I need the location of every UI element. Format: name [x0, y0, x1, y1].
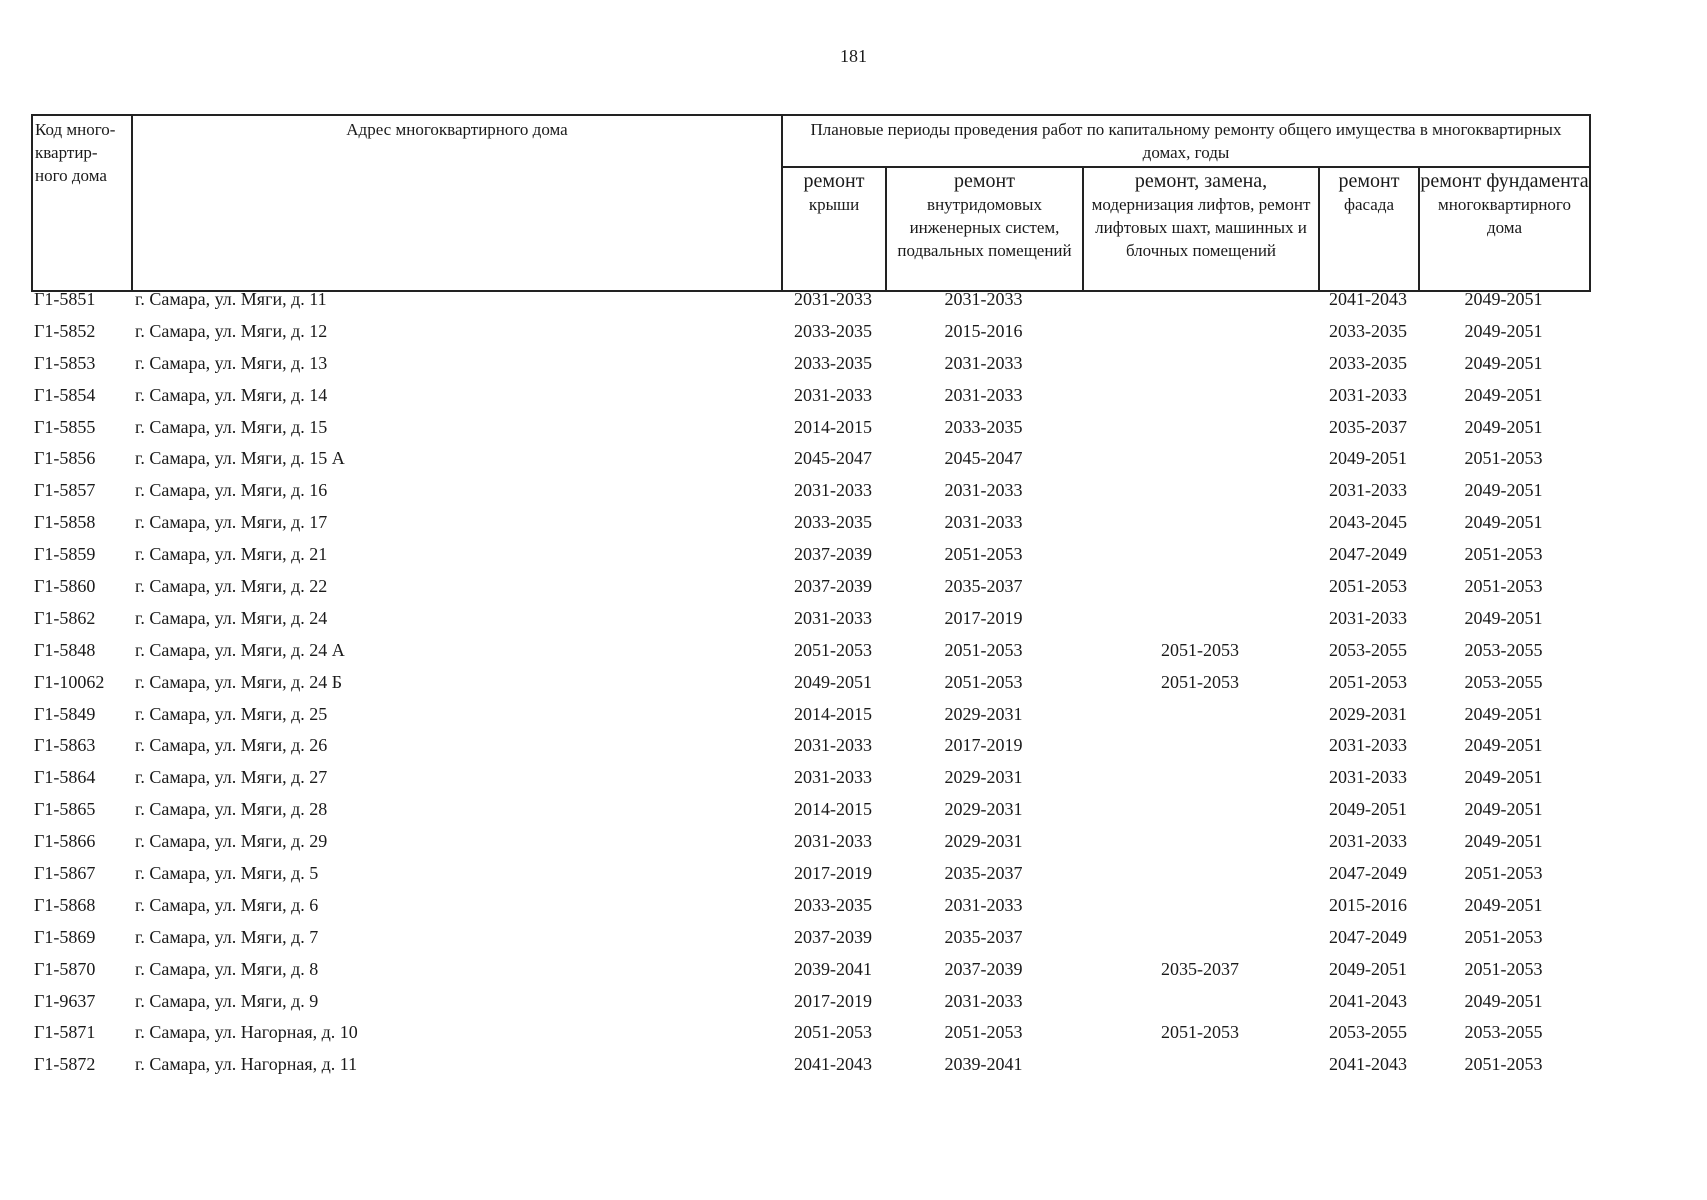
cell-address: г. Самара, ул. Мяги, д. 27: [135, 767, 328, 788]
cell-foundation: 2049-2051: [1464, 703, 1543, 724]
cell-roof: 2037-2039: [794, 544, 872, 565]
cell-lifts: 2051-2053: [1161, 1022, 1239, 1043]
cell-roof: 2033-2035: [794, 512, 872, 533]
cell-facade: 2051-2053: [1329, 671, 1407, 692]
cell-roof: 2031-2033: [794, 384, 872, 405]
cell-roof: 2014-2015: [794, 703, 872, 724]
cell-foundation: 2051-2053: [1464, 863, 1543, 884]
cell-facade: 2031-2033: [1329, 767, 1407, 788]
header-facade-desc: фасада: [1343, 195, 1395, 214]
cell-code: Г1-9637: [34, 990, 96, 1011]
cell-lifts: [1082, 416, 1318, 448]
cell-address: г. Самара, ул. Мяги, д. 9: [135, 990, 319, 1011]
page-number: 181: [840, 46, 867, 66]
cell-foundation: 2051-2053: [1464, 958, 1543, 979]
cell-systems: 2031-2033: [944, 990, 1023, 1011]
cell-lifts: [1082, 543, 1318, 575]
table-row: [31, 384, 1589, 416]
cell-code: Г1-5865: [34, 799, 96, 820]
cell-address: г. Самара, ул. Мяги, д. 5: [135, 863, 319, 884]
cell-lifts: [1082, 447, 1318, 479]
table-row: [31, 958, 1589, 990]
cell-systems: 2035-2037: [944, 926, 1023, 947]
cell-lifts: [1082, 990, 1318, 1022]
cell-roof: 2031-2033: [794, 289, 872, 309]
header-systems-title: ремонт: [954, 170, 1015, 192]
table-row: [31, 639, 1589, 671]
header-lifts-title: ремонт, замена,: [1134, 170, 1268, 192]
cell-roof: 2041-2043: [794, 1054, 872, 1075]
cell-roof: 2033-2035: [794, 320, 872, 341]
cell-address: г. Самара, ул. Мяги, д. 12: [135, 320, 328, 341]
cell-foundation: 2049-2051: [1464, 767, 1543, 788]
cell-systems: 2029-2031: [944, 703, 1023, 724]
cell-foundation: 2049-2051: [1464, 831, 1543, 852]
cell-address: г. Самара, ул. Мяги, д. 13: [135, 352, 328, 373]
cell-lifts: 2035-2037: [1161, 958, 1239, 979]
header-lifts: [1083, 167, 1319, 291]
header-periods: Плановые периоды проведения работ по капитальному ремонту общего имущества в многоквартирных домах, годы: [782, 115, 1590, 167]
cell-code: Г1-5849: [34, 703, 96, 724]
cell-lifts: 2051-2053: [1161, 671, 1239, 692]
table-row: [31, 288, 1589, 320]
cell-facade: 2051-2053: [1329, 576, 1407, 597]
cell-systems: 2039-2041: [944, 1054, 1023, 1075]
header-foundation-desc: многоквартирного дома: [1438, 195, 1571, 237]
cell-foundation: 2049-2051: [1464, 384, 1543, 405]
header-code: Код много-квартир-ного дома: [32, 115, 132, 291]
cell-roof: 2033-2035: [794, 352, 872, 373]
cell-systems: 2031-2033: [944, 384, 1023, 405]
cell-lifts: [1082, 384, 1318, 416]
cell-address: г. Самара, ул. Нагорная, д. 10: [135, 1022, 358, 1043]
cell-code: Г1-5859: [34, 544, 96, 565]
cell-facade: 2015-2016: [1329, 894, 1407, 915]
cell-facade: 2033-2035: [1329, 320, 1407, 341]
cell-roof: 2033-2035: [794, 894, 872, 915]
cell-systems: 2017-2019: [944, 607, 1023, 628]
header-systems: [886, 167, 1083, 291]
cell-systems: 2015-2016: [944, 320, 1023, 341]
table-row: [31, 607, 1589, 639]
cell-foundation: 2049-2051: [1464, 480, 1543, 501]
cell-roof: 2014-2015: [794, 799, 872, 820]
cell-facade: 2035-2037: [1329, 416, 1407, 437]
cell-address: г. Самара, ул. Мяги, д. 24 А: [135, 639, 345, 660]
cell-foundation: 2051-2053: [1464, 576, 1543, 597]
table-row: [31, 479, 1589, 511]
cell-systems: 2035-2037: [944, 576, 1023, 597]
cell-code: Г1-5862: [34, 607, 96, 628]
cell-code: Г1-5866: [34, 831, 96, 852]
table-row: [31, 447, 1589, 479]
cell-code: Г1-5872: [34, 1054, 96, 1075]
table-row: [31, 862, 1589, 894]
cell-systems: 2031-2033: [944, 480, 1023, 501]
cell-roof: 2031-2033: [794, 735, 872, 756]
cell-systems: 2045-2047: [944, 448, 1023, 469]
header-roof-desc: крыши: [808, 195, 860, 214]
cell-facade: 2047-2049: [1329, 863, 1407, 884]
header-lifts-desc: модернизация лифтов, ремонт лифтовых шахт, машинных и блочных помещений: [1091, 195, 1311, 260]
cell-address: г. Самара, ул. Мяги, д. 7: [135, 926, 319, 947]
cell-systems: 2051-2053: [944, 1022, 1023, 1043]
cell-facade: 2031-2033: [1329, 735, 1407, 756]
cell-foundation: 2049-2051: [1464, 416, 1543, 437]
cell-facade: 2031-2033: [1329, 607, 1407, 628]
cell-facade: 2041-2043: [1329, 289, 1407, 309]
cell-address: г. Самара, ул. Мяги, д. 14: [135, 384, 328, 405]
cell-address: г. Самара, ул. Мяги, д. 25: [135, 703, 328, 724]
cell-lifts: [1082, 703, 1318, 735]
cell-code: Г1-5855: [34, 416, 96, 437]
cell-facade: 2049-2051: [1329, 448, 1407, 469]
cell-lifts: [1082, 1053, 1318, 1085]
cell-facade: 2031-2033: [1329, 480, 1407, 501]
cell-facade: 2041-2043: [1329, 990, 1407, 1011]
cell-lifts: [1082, 766, 1318, 798]
cell-roof: 2037-2039: [794, 926, 872, 947]
cell-code: Г1-5870: [34, 958, 96, 979]
cell-facade: 2049-2051: [1329, 799, 1407, 820]
cell-code: Г1-5848: [34, 639, 96, 660]
cell-systems: 2031-2033: [944, 352, 1023, 373]
header-roof: [782, 167, 886, 291]
cell-lifts: [1082, 894, 1318, 926]
header-foundation: [1419, 167, 1590, 291]
cell-foundation: 2049-2051: [1464, 799, 1543, 820]
cell-lifts: [1082, 479, 1318, 511]
table-row: [31, 320, 1589, 352]
table-row: [31, 703, 1589, 735]
cell-lifts: [1082, 862, 1318, 894]
cell-facade: 2053-2055: [1329, 639, 1407, 660]
cell-roof: 2051-2053: [794, 1022, 872, 1043]
header-systems-desc: внутридомовых инженерных систем, подвальных помещений: [897, 195, 1072, 260]
cell-systems: 2051-2053: [944, 639, 1023, 660]
table-row: [31, 543, 1589, 575]
cell-roof: 2045-2047: [794, 448, 872, 469]
cell-facade: 2049-2051: [1329, 958, 1407, 979]
cell-address: г. Самара, ул. Мяги, д. 15: [135, 416, 328, 437]
cell-foundation: 2051-2053: [1464, 926, 1543, 947]
cell-code: Г1-5851: [34, 289, 96, 309]
cell-lifts: [1082, 734, 1318, 766]
table-row: [31, 926, 1589, 958]
cell-lifts: [1082, 575, 1318, 607]
cell-code: Г1-5871: [34, 1022, 96, 1043]
cell-roof: 2039-2041: [794, 958, 872, 979]
cell-facade: 2053-2055: [1329, 1022, 1407, 1043]
data-table: [31, 288, 1589, 1085]
cell-code: Г1-5869: [34, 926, 96, 947]
cell-systems: 2017-2019: [944, 735, 1023, 756]
table-row: [31, 416, 1589, 448]
header-foundation-title: ремонт фундамента: [1420, 170, 1589, 192]
cell-address: г. Самара, ул. Мяги, д. 29: [135, 831, 328, 852]
cell-foundation: 2049-2051: [1464, 320, 1543, 341]
cell-facade: 2041-2043: [1329, 1054, 1407, 1075]
cell-lifts: [1082, 607, 1318, 639]
cell-code: Г1-10062: [34, 671, 105, 692]
cell-systems: 2029-2031: [944, 767, 1023, 788]
cell-lifts: [1082, 830, 1318, 862]
cell-code: Г1-5867: [34, 863, 96, 884]
cell-roof: 2017-2019: [794, 990, 872, 1011]
cell-systems: 2037-2039: [944, 958, 1023, 979]
table-row: [31, 798, 1589, 830]
table-row: [31, 990, 1589, 1022]
cell-code: Г1-5863: [34, 735, 96, 756]
cell-address: г. Самара, ул. Мяги, д. 22: [135, 576, 328, 597]
cell-facade: 2047-2049: [1329, 926, 1407, 947]
cell-foundation: 2051-2053: [1464, 544, 1543, 565]
table-row: [31, 1053, 1589, 1085]
cell-code: Г1-5852: [34, 320, 96, 341]
cell-foundation: 2049-2051: [1464, 512, 1543, 533]
cell-foundation: 2049-2051: [1464, 990, 1543, 1011]
cell-address: г. Самара, ул. Мяги, д. 24 Б: [135, 671, 343, 692]
table-row: [31, 734, 1589, 766]
cell-address: г. Самара, ул. Нагорная, д. 11: [135, 1054, 358, 1075]
cell-address: г. Самара, ул. Мяги, д. 26: [135, 735, 328, 756]
cell-code: Г1-5854: [34, 384, 96, 405]
cell-code: Г1-5860: [34, 576, 96, 597]
cell-foundation: 2049-2051: [1464, 289, 1543, 309]
cell-code: Г1-5857: [34, 480, 96, 501]
table-row: [31, 671, 1589, 703]
cell-address: г. Самара, ул. Мяги, д. 16: [135, 480, 328, 501]
cell-facade: 2047-2049: [1329, 544, 1407, 565]
cell-foundation: 2053-2055: [1464, 1022, 1543, 1043]
cell-systems: 2031-2033: [944, 894, 1023, 915]
cell-roof: 2031-2033: [794, 831, 872, 852]
cell-code: Г1-5868: [34, 894, 96, 915]
cell-lifts: [1082, 798, 1318, 830]
cell-foundation: 2049-2051: [1464, 735, 1543, 756]
cell-facade: 2031-2033: [1329, 831, 1407, 852]
cell-foundation: 2053-2055: [1464, 671, 1543, 692]
cell-foundation: 2051-2053: [1464, 448, 1543, 469]
cell-code: Г1-5856: [34, 448, 96, 469]
table-row: [31, 575, 1589, 607]
cell-systems: 2029-2031: [944, 831, 1023, 852]
cell-systems: 2031-2033: [944, 512, 1023, 533]
cell-roof: 2031-2033: [794, 607, 872, 628]
cell-address: г. Самара, ул. Мяги, д. 28: [135, 799, 328, 820]
cell-systems: 2029-2031: [944, 799, 1023, 820]
cell-lifts: [1082, 352, 1318, 384]
cell-foundation: 2049-2051: [1464, 607, 1543, 628]
table-row: [31, 894, 1589, 926]
cell-lifts: [1082, 926, 1318, 958]
cell-address: г. Самара, ул. Мяги, д. 15 А: [135, 448, 345, 469]
cell-systems: 2051-2053: [944, 671, 1023, 692]
cell-systems: 2031-2033: [944, 289, 1023, 309]
cell-systems: 2051-2053: [944, 544, 1023, 565]
cell-foundation: 2049-2051: [1464, 352, 1543, 373]
cell-address: г. Самара, ул. Мяги, д. 21: [135, 544, 328, 565]
table-row: [31, 766, 1589, 798]
cell-roof: 2017-2019: [794, 863, 872, 884]
cell-roof: 2049-2051: [794, 671, 872, 692]
cell-code: Г1-5864: [34, 767, 96, 788]
header-facade-title: ремонт: [1338, 170, 1400, 192]
cell-facade: 2033-2035: [1329, 352, 1407, 373]
cell-lifts: [1082, 511, 1318, 543]
table-header: [31, 114, 1591, 292]
cell-roof: 2031-2033: [794, 767, 872, 788]
cell-address: г. Самара, ул. Мяги, д. 6: [135, 894, 319, 915]
table-row: [31, 352, 1589, 384]
header-roof-title: ремонт: [803, 170, 865, 192]
cell-lifts: 2051-2053: [1161, 639, 1239, 660]
cell-roof: 2014-2015: [794, 416, 872, 437]
cell-facade: 2043-2045: [1329, 512, 1407, 533]
cell-lifts: [1082, 320, 1318, 352]
header-facade: [1319, 167, 1419, 291]
table-row: [31, 830, 1589, 862]
cell-lifts: [1082, 288, 1318, 320]
cell-systems: 2033-2035: [944, 416, 1023, 437]
table-row: [31, 1021, 1589, 1053]
cell-roof: 2031-2033: [794, 480, 872, 501]
cell-facade: 2029-2031: [1329, 703, 1407, 724]
cell-address: г. Самара, ул. Мяги, д. 8: [135, 958, 319, 979]
cell-address: г. Самара, ул. Мяги, д. 24: [135, 607, 328, 628]
cell-roof: 2037-2039: [794, 576, 872, 597]
cell-foundation: 2051-2053: [1464, 1054, 1543, 1075]
cell-foundation: 2053-2055: [1464, 639, 1543, 660]
cell-facade: 2031-2033: [1329, 384, 1407, 405]
cell-code: Г1-5853: [34, 352, 96, 373]
header-address: Адрес многоквартирного дома: [132, 115, 782, 291]
cell-address: г. Самара, ул. Мяги, д. 11: [135, 289, 327, 309]
cell-code: Г1-5858: [34, 512, 96, 533]
cell-systems: 2035-2037: [944, 863, 1023, 884]
cell-foundation: 2049-2051: [1464, 894, 1543, 915]
table-row: [31, 511, 1589, 543]
cell-address: г. Самара, ул. Мяги, д. 17: [135, 512, 328, 533]
cell-roof: 2051-2053: [794, 639, 872, 660]
